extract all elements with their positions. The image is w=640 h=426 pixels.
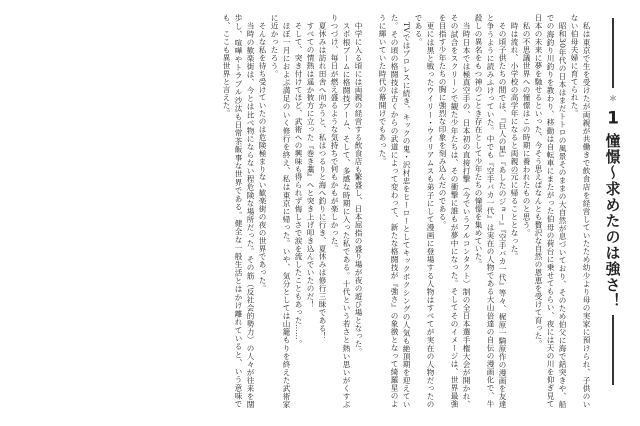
paragraph: 私の不思議世界への憧憬はこの時期に養われたものと思う。 xyxy=(522,21,531,237)
chapter-title: 憧憬〜求めたのは強さ！ xyxy=(603,133,622,309)
paragraph: その頃子供たちの間では、『巨人の星』『あしたのジョー』『空手バカ一代』等々、梶原一騎原作の漫画を友達と争うように読みふけっていた。中でも『空手バカ一代』は実在の人物である大山倍達の自伝の漫画化で、牛殺しの異名をもつ神のごとき存在として少年たちの憧憬を集めていた。 xyxy=(474,14,507,408)
heading-rule-top xyxy=(612,18,614,88)
paragraph: 更には黒と戦ったウイリー・ウイリアムスも弟子にして漫画に登場する人物はすべてが実在の人物だったのである。 xyxy=(414,14,435,408)
paragraph: そんな私を待ち受けていたのは危険極まりない歓楽街の夜の世界であった。 xyxy=(258,21,267,292)
chapter-number: 1 xyxy=(607,110,619,127)
paragraph: スポ根ブームに格闘技ブーム、そして、多感な時期に入った私である。十代という若さと熱い思いがくすぶりつづけ、毎日が燃え盛るような気持ちで何もかもが楽しかった。 xyxy=(330,14,351,408)
paragraph: 当時日本では極真空手の、日本初の直接打撃（今でいうフルコンタクト）制の全日本選手権大会が開かれ、その試合をスクリーンで観た少年たちは、その衝撃に誰もが夢中になった。そしてそのイメージは、世界最強を目指す少年たちの胸に強烈な印象を刻み込んだのである。 xyxy=(438,14,471,408)
paragraph: TVではプロレスに続き、キックの鬼・沢村忠をヒーローとしてキックボクシングの人気も絶頂期を迎えていた。その頃の格闘技は古くからの武道によって変わって、新たな格闘技が『強さ』の象徴となって綺羅星のように輝いていた時代の幕開けでもあった。 xyxy=(378,14,411,408)
paragraph: 時は流れ、小学校の高学年になると両親の元に帰ることとなった。 xyxy=(510,21,519,261)
paragraph: 中学に入る頃には両親の経営する飲食店も繁盛し、日本屈指の盛り場が夜の遊び場となった。 xyxy=(354,21,363,356)
paragraph: そして、突き付けてほど、武術への興味も得られず悔しさで涙を流したこともあった……。 xyxy=(294,21,303,348)
paragraph: 私は東京で生を受けたが両親が共働きで飲食店を経営していたため幼少より母の実家に預けられ、子供のいない伯母夫婦に育てられた。 xyxy=(570,14,591,408)
body-text xyxy=(10,14,592,408)
paragraph: 昭和30年代の日本はまだトトロの風景そのままの大自然が息づいており、そのため伯父に海で銛突きや、船での海釣り川釣りを教わり、移動は自転車にまたがった伯母の荷台に乗せてもらい、夜には天の川を仰ぎ見て日本の未来に夢を馳せるといった、今そう思えばなんとも贅沢な自然の恩恵を受けて育った。 xyxy=(534,14,567,408)
paragraph: 当時の歓楽街は、今とは比べ物にならない程危険な場所だった。その筋（反社会的勢力）の人々が往来を闊歩し、喧嘩やトラブル沙汰も日常茶飯事な世界である。健全な一般生活とはかけ離れていると、いう意味でも、ここも異世界と言えた。 xyxy=(222,14,255,408)
paragraph: ほぼ一月におよぶ満足のいく修行を終え、私は東京に帰った。いや、気分としては山籠もりを終えた武術家に近かったろう。 xyxy=(270,14,291,408)
star-icon: ＊ xyxy=(608,94,618,102)
heading-rule-bottom xyxy=(612,315,614,385)
paragraph: すべての情熱は遥か彼方に立った『巻き藁』へと突き上げ叩き込んでいたのだ！ xyxy=(306,21,315,308)
paragraph: 夏休みは訪れ田舎へ向かうと、私はつるりと海へ釣りに行き、夏休みは修行三昧である！ xyxy=(318,21,327,340)
chapter-heading xyxy=(600,18,626,408)
